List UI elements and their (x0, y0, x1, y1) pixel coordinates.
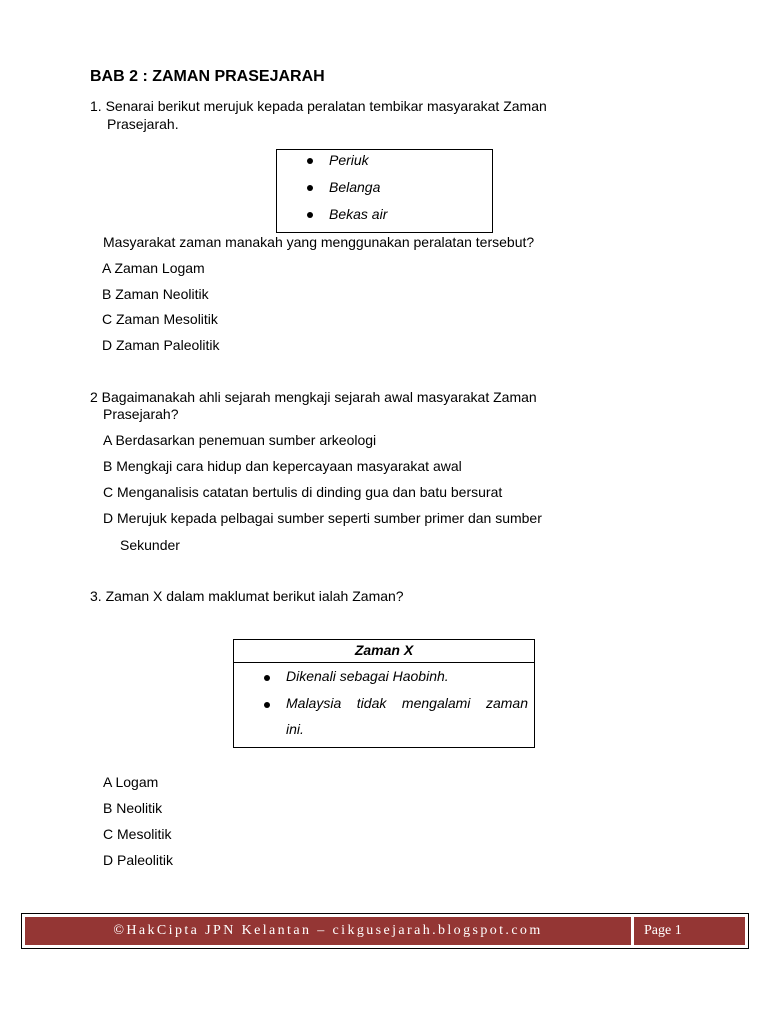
q3-box-item-continued: ini. (286, 721, 304, 737)
q3-box-word: zaman (485, 695, 528, 711)
q3-box-word: mengalami (401, 695, 471, 711)
bullet-icon (307, 158, 313, 164)
q3-option-a: A Logam (103, 774, 159, 790)
q1-option-a: A Zaman Logam (102, 260, 205, 276)
q1-box-item: Periuk (329, 152, 369, 168)
q1-box-item: Belanga (329, 179, 381, 195)
q3-option-d: D Paleolitik (103, 852, 174, 868)
q2-option-b: B Mengkaji cara hidup dan kepercayaan masyarakat awal (103, 458, 462, 474)
q3-option-b: B Neolitik (103, 800, 163, 816)
q3-text-line1: 3. Zaman X dalam maklumat berikut ialah Zaman? (90, 588, 404, 604)
q1-option-c: C Zaman Mesolitik (102, 311, 218, 327)
q2-option-c: C Menganalisis catatan bertulis di dinding gua dan batu bersurat (103, 484, 503, 500)
bullet-icon (264, 702, 270, 708)
q1-option-b: B Zaman Neolitik (102, 286, 209, 302)
q2-text-line1: 2 Bagaimanakah ahli sejarah mengkaji sejarah awal masyarakat Zaman (90, 389, 537, 405)
q1-option-d: D Zaman Paleolitik (102, 337, 220, 353)
q2-option-a: A Berdasarkan penemuan sumber arkeologi (103, 432, 377, 448)
page-title: BAB 2 : ZAMAN PRASEJARAH (90, 68, 325, 85)
footer-page-number: Page 1 (634, 917, 745, 945)
q3-box-word: tidak (356, 695, 387, 711)
q1-question: Masyarakat zaman manakah yang menggunakan peralatan tersebut? (103, 234, 535, 250)
q2-text-line2: Prasejarah? (103, 406, 179, 422)
q3-box-word: Malaysia (286, 695, 342, 711)
q2-option-d-continued: Sekunder (120, 537, 180, 553)
q1-info-box (276, 149, 493, 233)
q2-option-d: D Merujuk kepada pelbagai sumber seperti sumber primer dan sumber (103, 510, 542, 526)
q3-box-item: Dikenali sebagai Haobinh. (286, 668, 449, 684)
page-footer (21, 913, 749, 949)
bullet-icon (264, 675, 270, 681)
q1-text-line2: Prasejarah. (107, 116, 179, 132)
q3-box-item-justified (286, 694, 528, 712)
q3-option-c: C Mesolitik (103, 826, 172, 842)
q1-box-item: Bekas air (329, 206, 388, 222)
footer-copyright: ©HakCipta JPN Kelantan – cikgusejarah.blogspot.com (25, 917, 631, 945)
q1-text-line1: 1. Senarai berikut merujuk kepada peralatan tembikar masyarakat Zaman (90, 98, 547, 114)
q3-info-box (233, 639, 535, 748)
bullet-icon (307, 185, 313, 191)
q3-box-title: Zaman X (234, 640, 534, 663)
bullet-icon (307, 212, 313, 218)
